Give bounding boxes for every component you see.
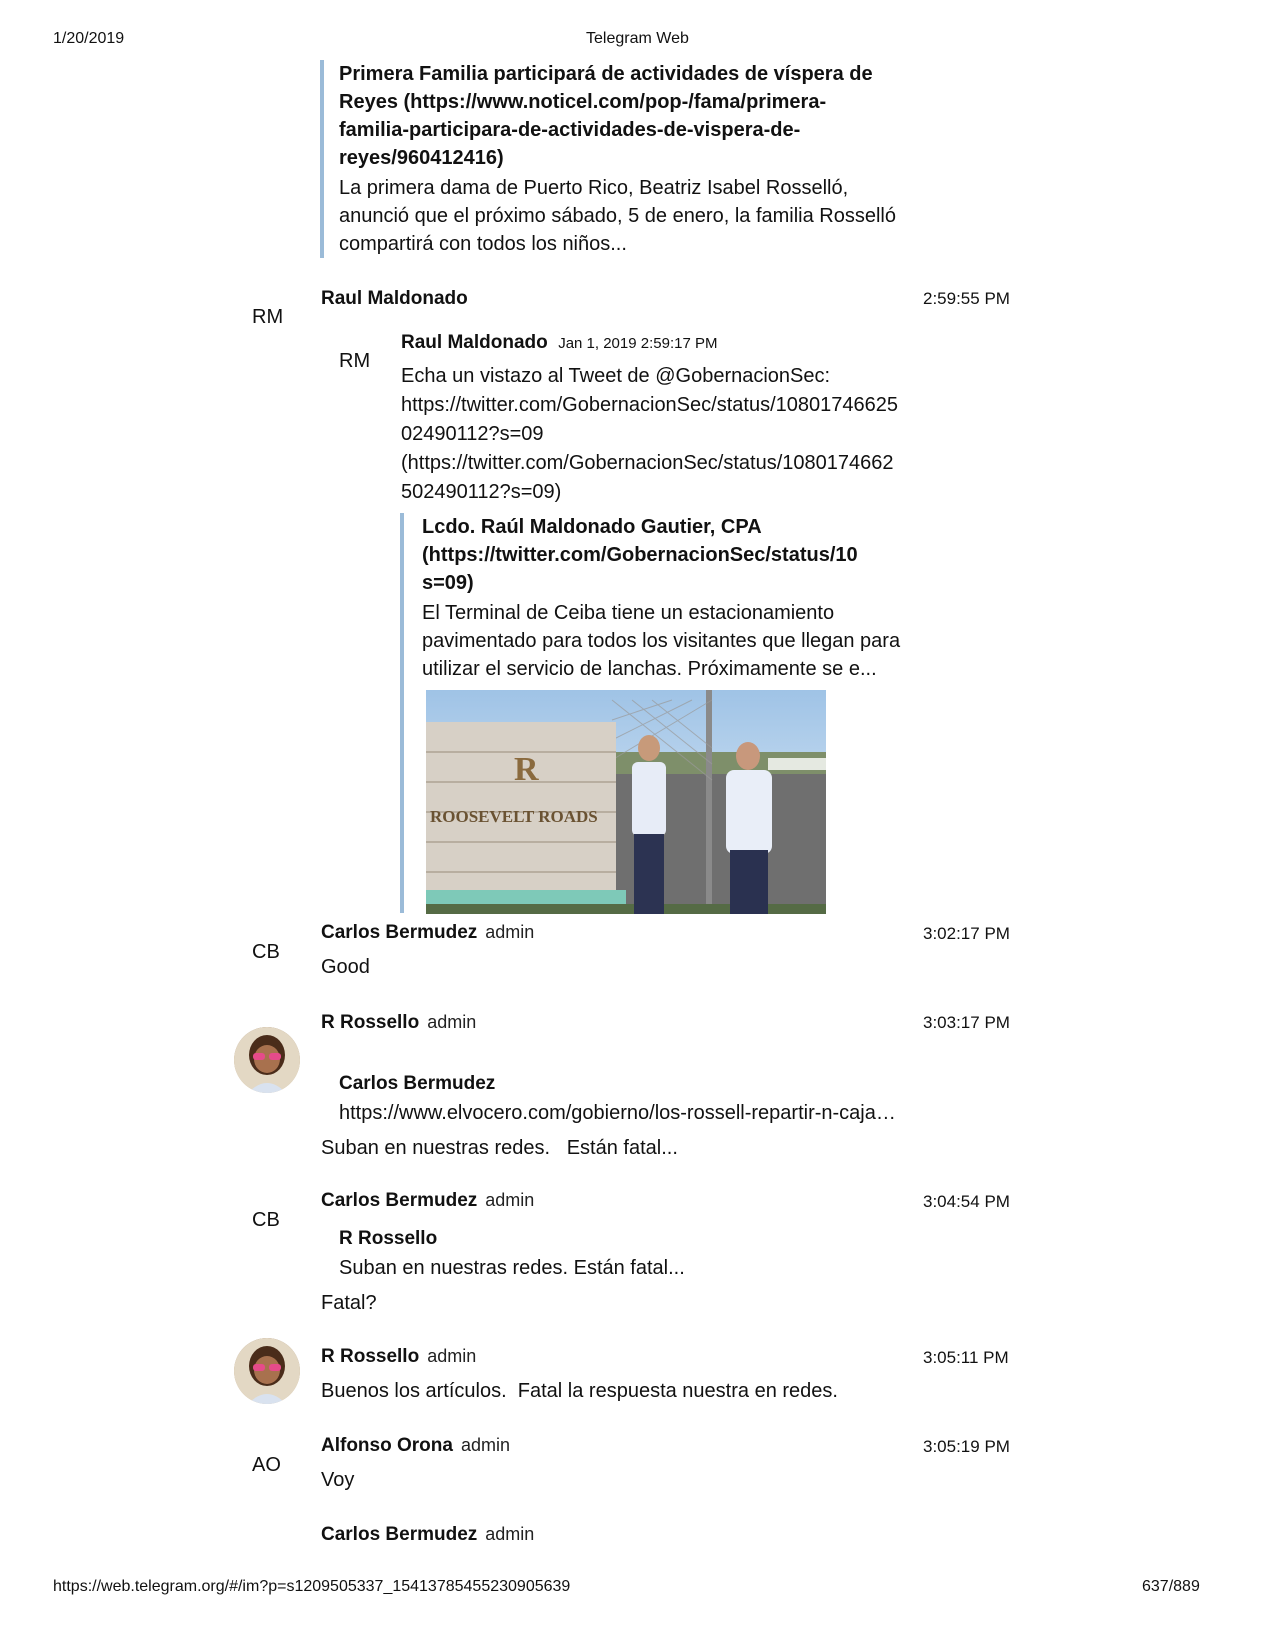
print-date: 1/20/2019	[53, 30, 125, 47]
avatar-image	[234, 1338, 300, 1404]
avatar-initials[interactable]: CB	[252, 1209, 280, 1231]
tweet-preview-description: El Terminal de Ceiba tiene un estacionamiento pavimentado para todos los visitantes que llegan para utilizar el servicio de lanchas. Próximamente se e...	[422, 602, 901, 680]
message-author[interactable]: Alfonso Orona	[321, 1435, 453, 1456]
message-header	[321, 1524, 534, 1546]
avatar-initials[interactable]: CB	[252, 941, 280, 963]
link-preview-tweet[interactable]	[400, 513, 927, 913]
link-preview-title[interactable]: Primera Familia participará de actividades de víspera de Reyes (https://www.noticel.com/pop-/fama/primera- familia-participara-de-actividades-de-vispera-de- reyes/960412416)	[339, 63, 873, 169]
message-header	[321, 922, 534, 944]
reply-text: https://www.elvocero.com/gobierno/los-rossell-repartir-n-caja…	[339, 1102, 896, 1124]
page-url: https://web.telegram.org/#/im?p=s1209505337_15413785455230905639	[53, 1578, 571, 1595]
message-text: Fatal?	[321, 1292, 377, 1314]
reply-quote[interactable]	[339, 1073, 909, 1128]
forward-text: Echa un vistazo al Tweet de @GobernacionSec: https://twitter.com/GobernacionSec/status/10801746625 02490112?s=09 (https://twitter.com/GobernacionSec/status/1080174662 502490112?s=09)	[401, 362, 906, 507]
reply-author: R Rossello	[339, 1228, 438, 1249]
user-avatar-photo[interactable]	[234, 1338, 300, 1404]
message-time: 3:05:11 PM	[923, 1348, 1009, 1367]
message-text: Suban en nuestras redes. Están fatal...	[321, 1137, 678, 1159]
svg-text:R: R	[514, 751, 539, 788]
message-time: 3:02:17 PM	[923, 924, 1010, 943]
forward-avatar-initials[interactable]: RM	[339, 350, 371, 372]
message-header	[321, 1435, 510, 1457]
message-author[interactable]: R Rossello	[321, 1012, 420, 1033]
message-time: 3:03:17 PM	[923, 1013, 1010, 1032]
message-time: 3:05:19 PM	[923, 1437, 1010, 1456]
svg-text:ROOSEVELT ROADS: ROOSEVELT ROADS	[430, 807, 598, 826]
role-badge: admin	[485, 1524, 535, 1544]
role-badge: admin	[460, 1435, 510, 1455]
role-badge: admin	[485, 1190, 535, 1210]
forward-header	[401, 332, 717, 354]
tweet-preview-image[interactable]	[426, 690, 826, 914]
role-badge: admin	[427, 1346, 477, 1366]
message-author[interactable]: Carlos Bermudez	[321, 1524, 478, 1545]
link-preview-noticel[interactable]	[320, 60, 919, 258]
message-author[interactable]: Raul Maldonado	[321, 288, 468, 309]
message-text: Voy	[321, 1469, 355, 1491]
user-avatar-photo[interactable]	[234, 1027, 300, 1093]
message-author[interactable]: Carlos Bermudez	[321, 1190, 478, 1211]
message-author[interactable]: R Rossello	[321, 1346, 420, 1367]
tweet-link[interactable]: https://twitter.com/GobernacionSec/status/10801746625	[401, 394, 898, 416]
link-preview-description: La primera dama de Puerto Rico, Beatriz Isabel Rosselló, anunció que el próximo sábado, 5 de enero, la familia Rosselló compartirá con todos los niños...	[339, 177, 897, 255]
message-header	[321, 1012, 476, 1034]
message-time: 2:59:55 PM	[923, 289, 1010, 308]
forward-date: Jan 1, 2019 2:59:17 PM	[558, 335, 718, 352]
role-badge: admin	[485, 922, 535, 942]
reply-text: Suban en nuestras redes. Están fatal...	[339, 1257, 685, 1279]
reply-author: Carlos Bermudez	[339, 1073, 496, 1094]
avatar-initials[interactable]: AO	[252, 1454, 281, 1476]
message-author[interactable]: Carlos Bermudez	[321, 922, 478, 943]
message-text: Buenos los artículos. Fatal la respuesta nuestra en redes.	[321, 1380, 838, 1402]
reply-quote[interactable]	[339, 1228, 909, 1283]
avatar-image	[234, 1027, 300, 1093]
page-number: 637/889	[1142, 1578, 1200, 1595]
message-time: 3:04:54 PM	[923, 1192, 1010, 1211]
tweet-preview-title[interactable]: Lcdo. Raúl Maldonado Gautier, CPA (https://twitter.com/GobernacionSec/status/10 s=09)	[422, 516, 858, 594]
message-text: Good	[321, 956, 370, 978]
message-header	[321, 1190, 534, 1212]
forward-author[interactable]: Raul Maldonado	[401, 332, 548, 353]
avatar-initials[interactable]: RM	[252, 306, 284, 328]
message-header	[321, 1346, 476, 1368]
role-badge: admin	[427, 1012, 477, 1032]
